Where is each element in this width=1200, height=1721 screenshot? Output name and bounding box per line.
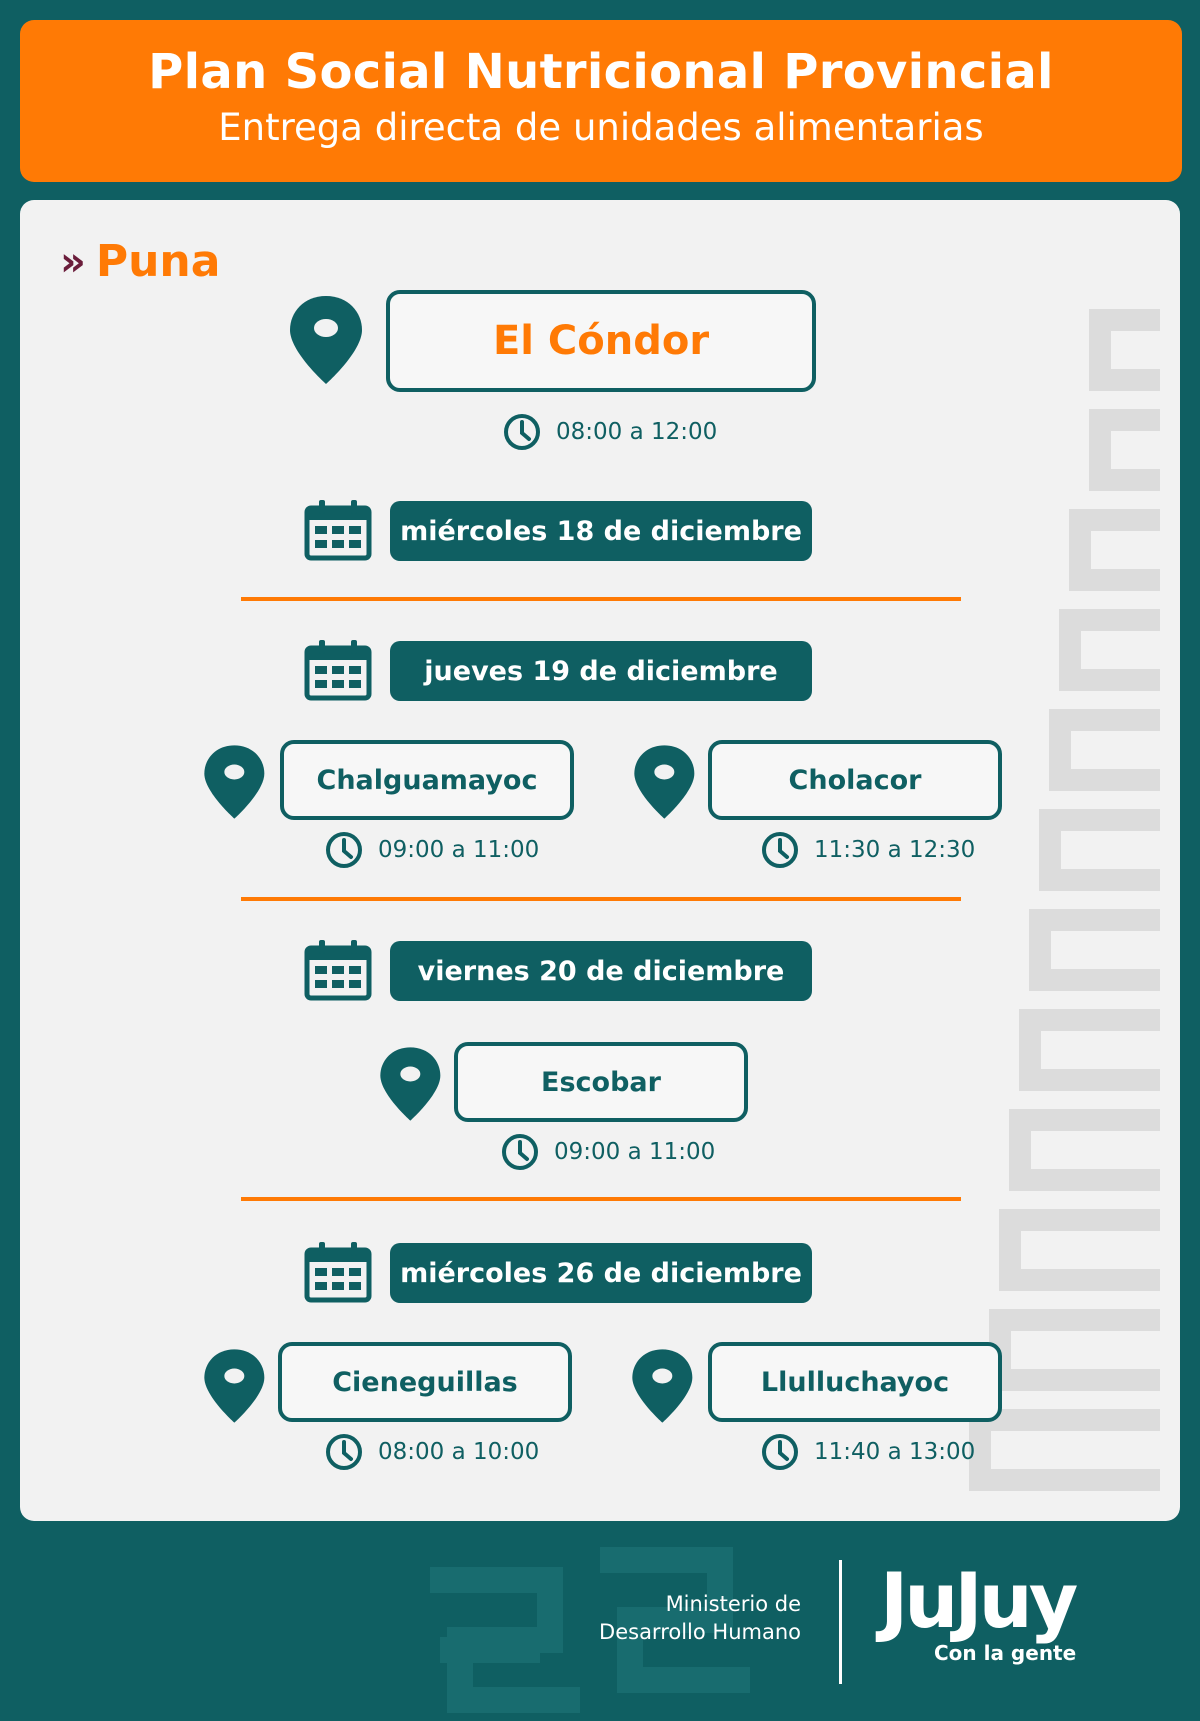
map-pin-icon	[286, 292, 370, 388]
map-pin-icon	[200, 742, 272, 822]
date-pill: miércoles 18 de diciembre	[390, 501, 812, 561]
time-label: 08:00 a 10:00	[378, 1439, 540, 1465]
card-pattern	[20, 200, 1180, 1521]
jujuy-logo	[880, 1556, 1077, 1665]
map-pin-icon	[628, 1346, 700, 1426]
time-label: 09:00 a 11:00	[378, 837, 540, 863]
separator	[241, 897, 961, 901]
calendar-icon	[304, 638, 372, 702]
time-label: 11:30 a 12:30	[814, 837, 976, 863]
clock-icon	[760, 1432, 800, 1472]
date-pill: jueves 19 de diciembre	[390, 641, 812, 701]
location-chalguamayoc: Chalguamayoc	[280, 740, 574, 820]
header-banner	[20, 20, 1182, 182]
schedule-card	[20, 200, 1180, 1521]
header-subtitle: Entrega directa de unidades alimentarias	[218, 106, 984, 149]
location-el-condor: El Cóndor	[386, 290, 816, 392]
ministry-line1: Ministerio de	[665, 1592, 801, 1616]
logo-word: JuJuy	[880, 1556, 1075, 1645]
calendar-icon	[304, 938, 372, 1002]
region-heading	[60, 236, 220, 287]
location-cholacor: Cholacor	[708, 740, 1002, 820]
ministry-line2: Desarrollo Humano	[599, 1620, 801, 1644]
region-name: Puna	[95, 236, 221, 287]
logo-tagline: Con la gente	[934, 1641, 1077, 1665]
double-chevron-icon: »	[60, 238, 86, 285]
map-pin-icon	[630, 742, 702, 822]
map-pin-icon	[200, 1346, 272, 1426]
time-el-condor	[502, 412, 717, 452]
calendar-icon	[304, 498, 372, 562]
separator	[241, 597, 961, 601]
time-escobar	[500, 1132, 715, 1172]
clock-icon	[760, 830, 800, 870]
separator	[241, 1197, 961, 1201]
location-cieneguillas: Cieneguillas	[278, 1342, 572, 1422]
time-cieneguillas	[324, 1432, 539, 1472]
time-chalguamayoc	[324, 830, 539, 870]
time-cholacor	[760, 830, 975, 870]
calendar-icon	[304, 1240, 372, 1304]
footer-divider	[839, 1560, 842, 1684]
time-label: 11:40 a 13:00	[814, 1439, 976, 1465]
location-llulluchayoc: Llulluchayoc	[708, 1342, 1002, 1422]
clock-icon	[500, 1132, 540, 1172]
date-pill: miércoles 26 de diciembre	[390, 1243, 812, 1303]
ministry-name	[599, 1590, 801, 1646]
clock-icon	[324, 830, 364, 870]
clock-icon	[502, 412, 542, 452]
time-label: 08:00 a 12:00	[556, 419, 718, 445]
time-label: 09:00 a 11:00	[554, 1139, 716, 1165]
time-llulluchayoc	[760, 1432, 975, 1472]
location-escobar: Escobar	[454, 1042, 748, 1122]
date-pill: viernes 20 de diciembre	[390, 941, 812, 1001]
header-title: Plan Social Nutricional Provincial	[148, 44, 1054, 100]
map-pin-icon	[376, 1044, 448, 1124]
clock-icon	[324, 1432, 364, 1472]
